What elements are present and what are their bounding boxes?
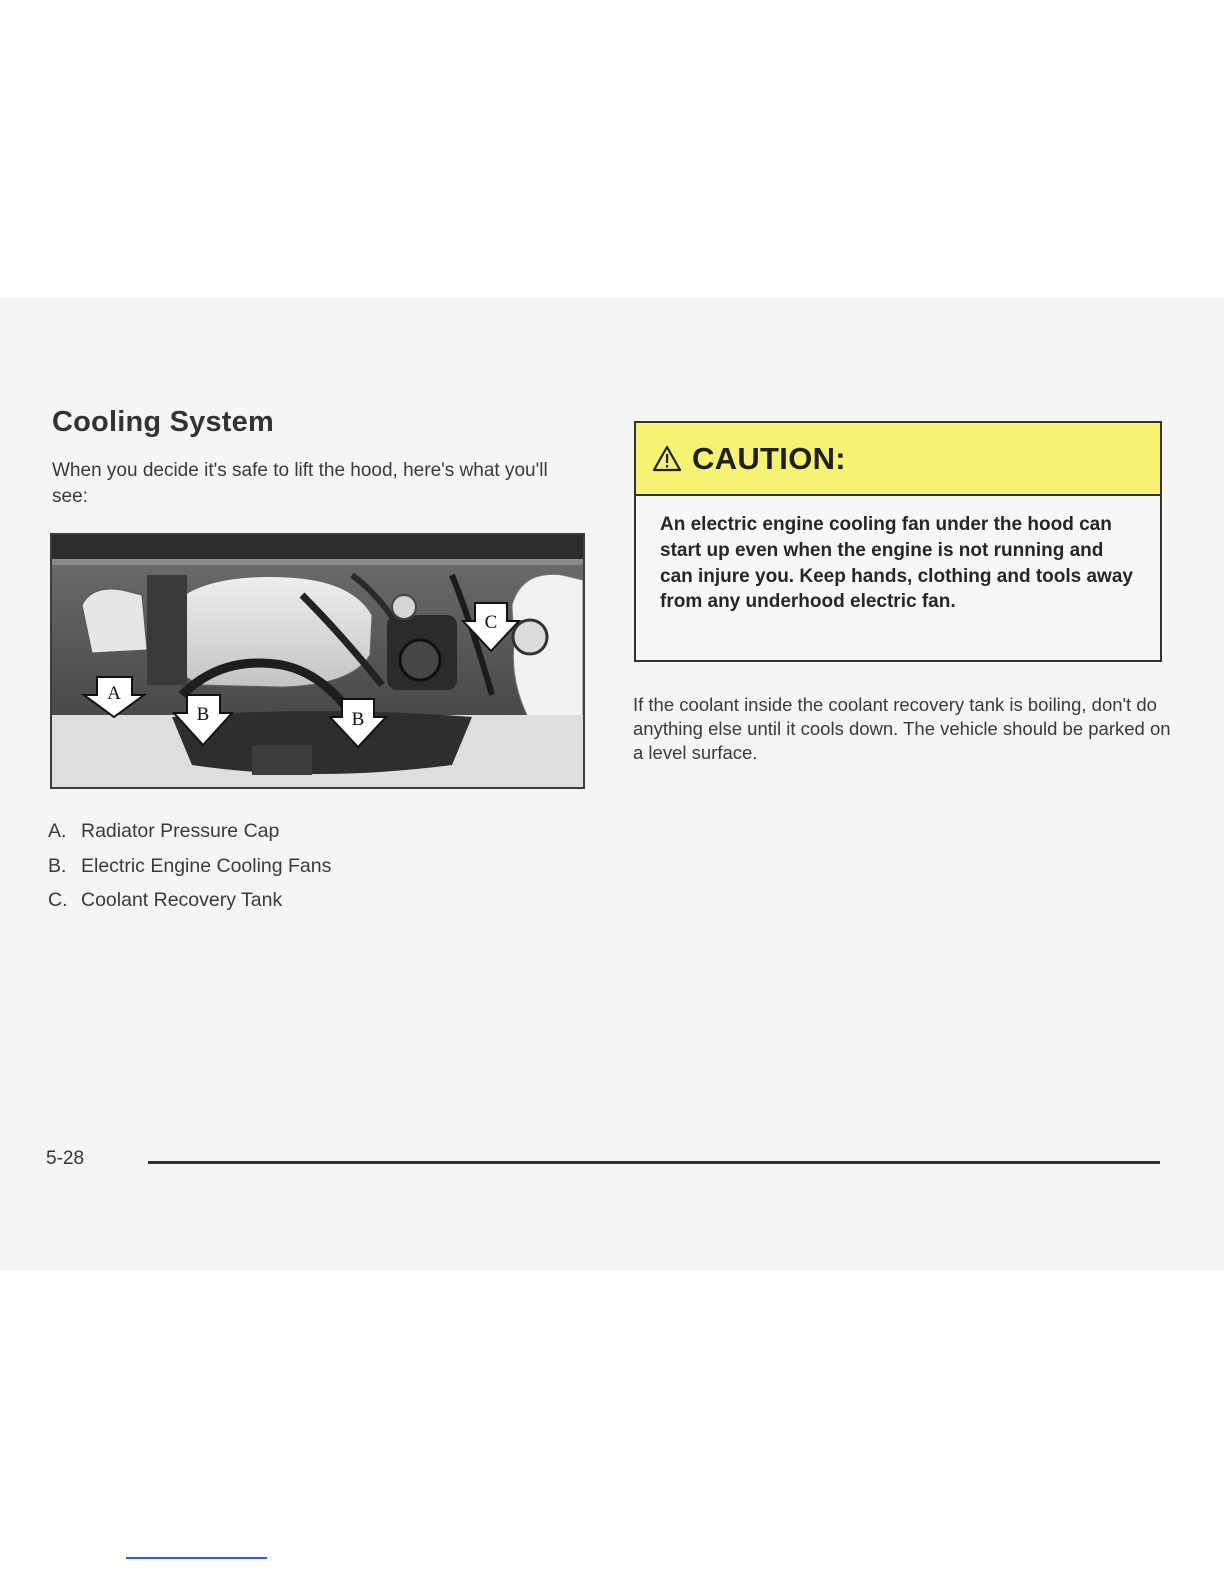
caution-box	[634, 421, 1162, 662]
coolant-paragraph: If the coolant inside the coolant recovery tank is boiling, don't do anything else until it cools down. The vehicle should be parked on a level surface.	[633, 694, 1171, 763]
legend-item	[48, 817, 331, 852]
intro-paragraph: When you decide it's safe to lift the hood, here's what you'll see:	[52, 460, 548, 507]
svg-text:A: A	[107, 683, 121, 704]
bottom-link-underline	[126, 1557, 267, 1559]
legend-label: Coolant Recovery Tank	[81, 889, 283, 911]
legend-label: Radiator Pressure Cap	[81, 820, 280, 842]
legend-key: C.	[48, 889, 68, 911]
svg-text:B: B	[351, 709, 365, 730]
page-number: 5-28	[46, 1148, 85, 1169]
section-title: Cooling System	[52, 406, 274, 438]
warning-triangle-icon	[652, 445, 682, 472]
legend-key: B.	[48, 854, 67, 877]
caution-text: An electric engine cooling fan under the hood can start up even when the engine is not running and can injure you. Keep hands, clothing and tools away from any underhood electric fan.	[660, 514, 1133, 613]
caution-title: CAUTION:	[692, 440, 846, 476]
engine-illustration	[52, 535, 583, 787]
component-legend	[48, 817, 331, 921]
legend-item	[48, 852, 331, 887]
legend-key: A.	[48, 820, 67, 842]
legend-label: Electric Engine Cooling Fans	[81, 854, 332, 877]
engine-compartment-photo	[50, 533, 585, 789]
svg-text:C: C	[484, 612, 498, 633]
svg-text:B: B	[196, 704, 210, 725]
footer-divider	[148, 1161, 1160, 1164]
caution-header	[636, 423, 1160, 496]
legend-item	[48, 886, 331, 921]
